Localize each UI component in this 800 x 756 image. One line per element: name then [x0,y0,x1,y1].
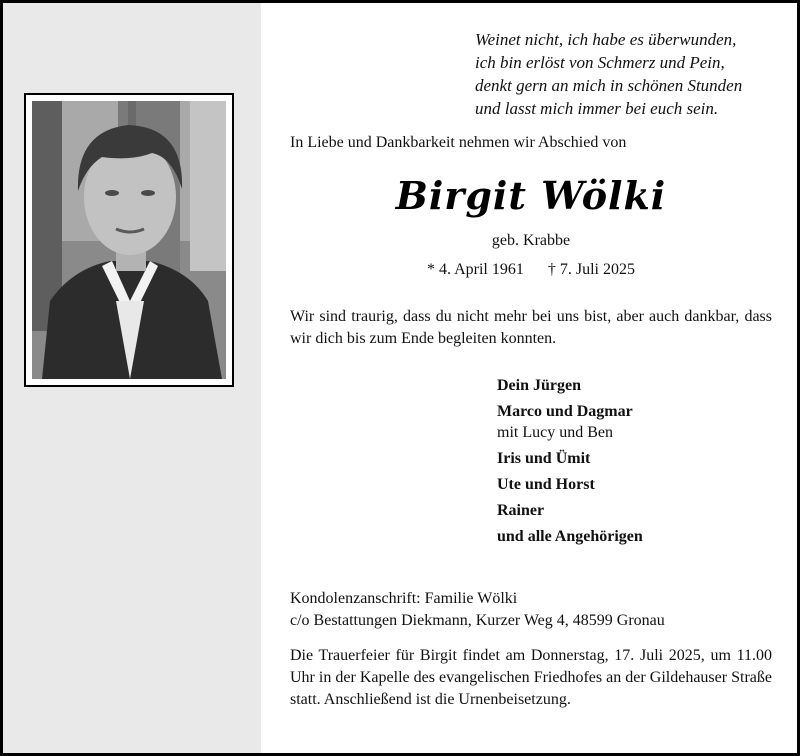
family-member: Rainer [497,502,545,519]
poem-line: denkt gern an mich in schönen Stunden [475,76,743,95]
funeral-text: Die Trauerfeier für Birgit findet am Donnerstag, 17. Juli 2025, um 11.00 Uhr in der Kapelle des evangelischen Friedhofes an der Gildehauser Straße statt. Anschließend ist die Urnenbeisetzung. [290,647,772,708]
condolence-address [290,588,665,632]
grief-text: Wir sind traurig, dass du nicht mehr bei uns bist, aber auch dankbar, dass wir dich bis zum Ende begleiten konnten. [290,308,772,347]
death-date: † 7. Juli 2025 [547,261,635,278]
deceased-name: Birgit Wölki [395,173,667,218]
portrait-photo [32,101,226,379]
portrait-photo-frame [24,93,234,387]
poem [475,28,742,120]
intro-text: In Liebe und Dankbarkeit nehmen wir Abschied von [290,134,627,151]
family-member: und alle Angehörigen [497,528,643,545]
life-dates [290,261,772,279]
left-panel [3,3,261,753]
family-member: Iris und Ümit [497,450,591,467]
family-member: Ute und Horst [497,476,595,493]
condolence-line: Kondolenzanschrift: Familie Wölki [290,590,518,607]
family-member-note: mit Lucy und Ben [497,424,613,441]
poem-line: ich bin erlöst von Schmerz und Pein, [475,53,725,72]
poem-line: Weinet nicht, ich habe es überwunden, [475,30,737,49]
family-member: Marco und Dagmar [497,403,633,420]
maiden-name: geb. Krabbe [491,232,571,249]
condolence-line: c/o Bestattungen Diekmann, Kurzer Weg 4, 48599 Gronau [290,612,665,629]
birth-date: * 4. April 1961 [426,261,524,278]
family-list [497,375,643,548]
family-member: Dein Jürgen [497,377,581,394]
poem-line: und lasst mich immer bei euch sein. [475,99,719,118]
